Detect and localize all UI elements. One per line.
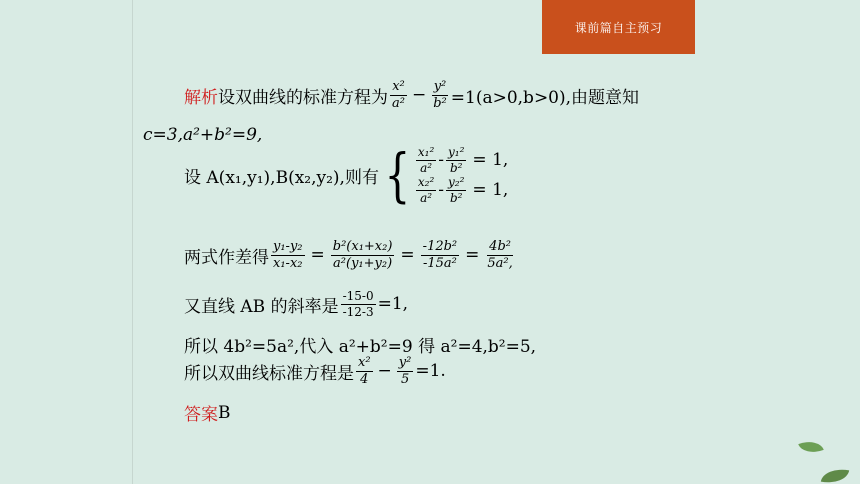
solution-line-1 (184, 80, 639, 110)
solution-line-6 (184, 332, 536, 357)
line5-prefix: 又直线 AB 的斜率是 (184, 296, 339, 317)
fraction-mid: $\frac{\text{b²(x₁+x₂)}}{\text{a²(y₁+y₂)}}$ (332, 239, 393, 271)
minus-sign: − (411, 85, 427, 106)
equation-system: { $\frac{\text{x₁²}}{\text{a²}}$ - $\frac{\text{y₁²}}{\text{b²}}$ = 1, $\frac{\text{x₂²}}{\text{a²}}$ - $\frac{\text{y₂²}}{\text{b²}}$ = 1, (384, 141, 509, 210)
line5-suffix: =1, (377, 294, 409, 315)
solution-line-4: 两式作差得 $\frac{\text{y₁-y₂}}{\text{x₁-x₂}}$ = $\frac{\text{b²(x₁+x₂)}}{\text{a²(y₁+y₂)}}$ = $\frac{\text{-12b²}}{\text{-15a²}}$ = $\frac{\text{4b²}}{\text{5a²,}}$ (184, 239, 513, 271)
solution-line-2 (143, 125, 262, 145)
line7-suffix: =1. (415, 361, 446, 382)
answer-label: 答案 (184, 405, 218, 425)
line1-suffix: =1(a>0,b>0),由题意知 (450, 87, 640, 108)
analysis-label: 解析 (184, 87, 218, 108)
solution-line-7: 所以双曲线标准方程是 $\frac{\text{x²}}{4}$ − $\frac{\text{y²}}{5}$ =1. (184, 355, 446, 387)
fraction-12-15: $\frac{\text{-12b²}}{\text{-15a²}}$ (422, 239, 458, 271)
fraction-slope: $\frac{-15-0}{-12-3}$ (342, 289, 374, 319)
line6-text: 所以 4b²=5a²,代入 a²+b²=9 得 a²=4,b²=5, (184, 337, 537, 357)
fraction-x2-4: $\frac{\text{x²}}{4}$ (358, 355, 371, 387)
fraction-dy-dx: $\frac{\text{y₁-y₂}}{\text{x₁-x₂}}$ (273, 239, 303, 271)
fraction-y2-b2: $\frac{\text{y²}}{\text{b²}}$ (433, 79, 447, 111)
line7-prefix: 所以双曲线标准方程是 (184, 363, 354, 384)
answer-value: B (218, 402, 231, 423)
system-row-1: $\frac{\text{x₁²}}{\text{a²}}$ - $\frac{\text{y₁²}}{\text{b²}}$ = 1, (417, 145, 509, 175)
fraction-x2-a2: $\frac{\text{x²}}{\text{a²}}$ (392, 79, 405, 111)
section-tag: 课前篇自主预习 (542, 0, 695, 54)
fraction-y2-5: $\frac{\text{y²}}{5}$ (398, 355, 412, 387)
line3-prefix: 设 A(x₁,y₁),B(x₂,y₂),则有 (184, 167, 379, 188)
answer-line (184, 400, 231, 425)
fraction-result: $\frac{\text{4b²}}{\text{5a²,}}$ (487, 239, 513, 271)
c-equation: c=3,a²+b²=9, (143, 125, 263, 145)
line1-prefix: 设双曲线的标准方程为 (218, 87, 388, 108)
system-row-2: $\frac{\text{x₂²}}{\text{a²}}$ - $\frac{\text{y₂²}}{\text{b²}}$ = 1, (417, 175, 509, 205)
line4-prefix: 两式作差得 (184, 247, 269, 268)
solution-line-5 (184, 290, 408, 318)
solution-line-3 (184, 141, 509, 210)
